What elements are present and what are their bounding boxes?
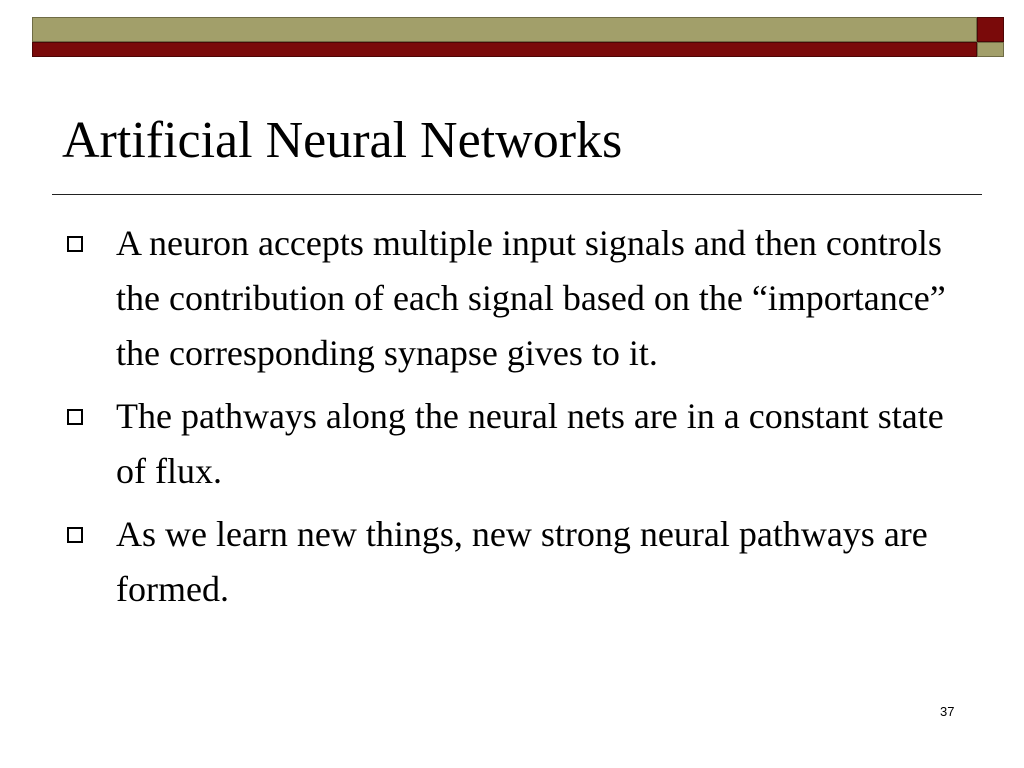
header-maroon-bar: [32, 42, 977, 57]
header-olive-bar: [32, 17, 977, 42]
bullet-item: [64, 389, 964, 499]
bullet-item: [64, 507, 964, 617]
bullet-text: A neuron accepts multiple input signals and then controls the contribution of each signal based on the “importance” the corresponding synapse gives to it.: [116, 223, 946, 373]
bullet-list: [64, 216, 964, 625]
bullet-text: The pathways along the neural nets are in a constant state of flux.: [116, 396, 944, 491]
slide-title: Artificial Neural Networks: [62, 112, 623, 169]
hollow-square-bullet-icon: [67, 527, 83, 543]
hollow-square-bullet-icon: [67, 236, 83, 252]
bullet-item: [64, 216, 964, 381]
bullet-text: As we learn new things, new strong neural pathways are formed.: [116, 514, 928, 609]
header-corner-maroon-block: [977, 17, 1004, 42]
header-corner-olive-block: [977, 42, 1004, 57]
title-underline: [52, 194, 982, 195]
slide-number: 37: [940, 704, 955, 719]
hollow-square-bullet-icon: [67, 409, 83, 425]
